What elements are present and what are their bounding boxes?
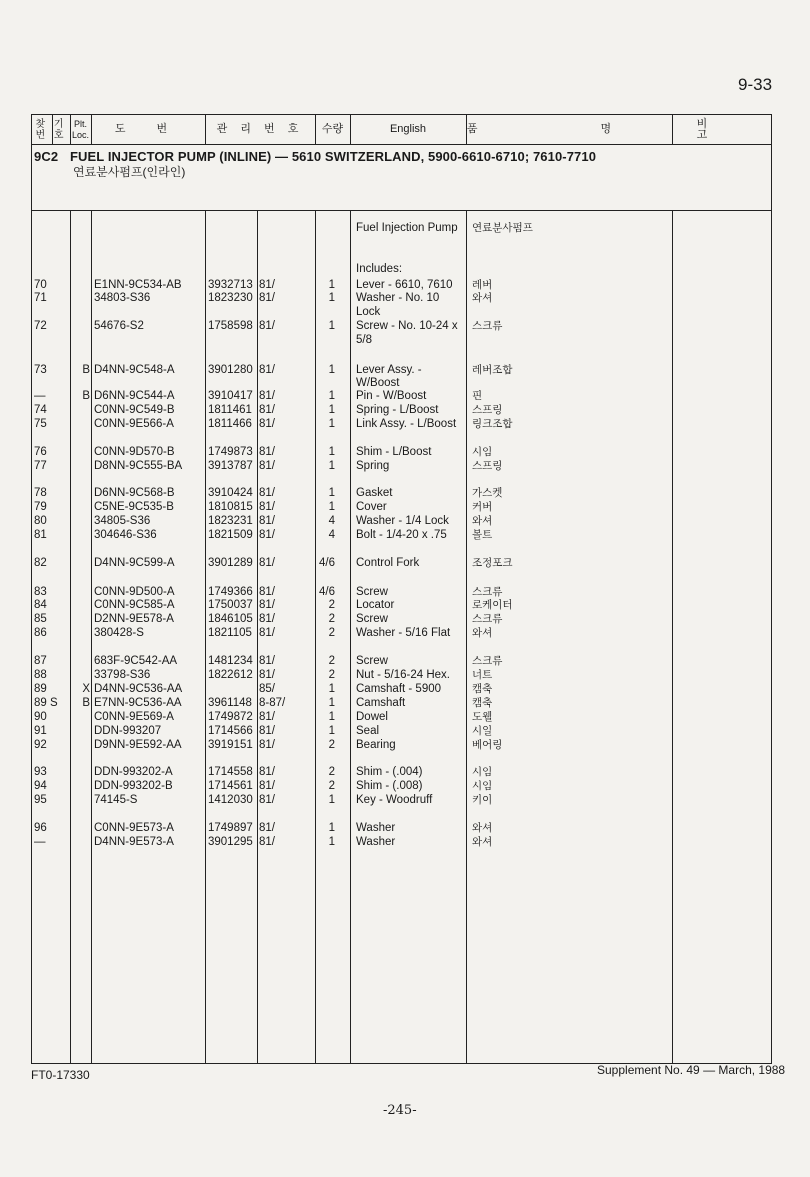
model-code: 81/ (259, 711, 275, 723)
part-number: 34805-S36 (94, 515, 151, 527)
model-code: 8-87/ (259, 697, 286, 709)
table-row (32, 655, 773, 669)
table-row (32, 697, 773, 711)
quantity: 1 (328, 364, 335, 376)
model-code: 81/ (259, 836, 275, 848)
quantity: 2 (328, 627, 335, 639)
quantity: 1 (328, 711, 335, 723)
part-number: DDN-993202-A (94, 766, 173, 778)
english-name: Control Fork (356, 557, 420, 569)
ref-number: 78 (34, 487, 47, 499)
english-name: Screw - No. 10-24 x (356, 320, 458, 332)
ref-number: 82 (34, 557, 47, 569)
management-number: 1714561 (208, 780, 253, 792)
table-row (32, 836, 773, 850)
header-divider (32, 144, 771, 145)
english-name: Screw (356, 613, 388, 625)
part-number: C5NE-9C535-B (94, 501, 174, 513)
part-number: E1NN-9C534-AB (94, 279, 182, 291)
ref-number: 84 (34, 599, 47, 611)
part-number: C0NN-9C549-B (94, 404, 175, 416)
management-number: 3910424 (208, 487, 253, 499)
quantity: 1 (328, 697, 335, 709)
table-row (32, 334, 773, 348)
model-code: 81/ (259, 669, 275, 681)
korean-name: 연료분사펌프 (472, 222, 533, 234)
table-row (32, 364, 773, 378)
model-code: 81/ (259, 599, 275, 611)
quantity: 2 (328, 599, 335, 611)
english-name: Key - Woodruff (356, 794, 433, 806)
ref-number: 72 (34, 320, 47, 332)
ref-number: 88 (34, 669, 47, 681)
korean-name: 너트 (472, 669, 493, 681)
quantity: 1 (328, 822, 335, 834)
korean-name: 스크류 (472, 586, 503, 598)
english-name: 5/8 (356, 334, 372, 346)
section-code: 9C2 (34, 149, 59, 164)
model-code: 81/ (259, 404, 275, 416)
model-code: 81/ (259, 460, 275, 472)
ref-number: — (34, 390, 46, 402)
ref-number: 77 (34, 460, 47, 472)
ref-number: 83 (34, 586, 47, 598)
footer-doc-code: FT0-17330 (31, 1068, 90, 1082)
table-row (32, 446, 773, 460)
plant-location: B (82, 390, 90, 402)
quantity: 1 (328, 794, 335, 806)
management-number: 1810815 (208, 501, 253, 513)
model-code: 81/ (259, 766, 275, 778)
quantity: 1 (328, 683, 335, 695)
section-title (34, 149, 596, 164)
ref-number: 70 (34, 279, 47, 291)
management-number: 1749873 (208, 446, 253, 458)
ref-number: 89 S (34, 697, 58, 709)
management-number: 1714558 (208, 766, 253, 778)
part-number: 74145-S (94, 794, 138, 806)
ref-number: 81 (34, 529, 47, 541)
management-number: 1821509 (208, 529, 253, 541)
korean-name: 스크류 (472, 320, 503, 332)
ref-number: 75 (34, 418, 47, 430)
table-row (32, 320, 773, 334)
english-name: Shim - L/Boost (356, 446, 432, 458)
part-number: C0NN-9E573-A (94, 822, 174, 834)
quantity: 1 (328, 279, 335, 291)
english-name: Camshaft (356, 697, 406, 709)
table-row (32, 515, 773, 529)
parts-table (31, 114, 772, 1064)
management-number: 1846105 (208, 613, 253, 625)
management-number: 3932713 (208, 279, 253, 291)
management-number: 1758598 (208, 320, 253, 332)
management-number: 1749872 (208, 711, 253, 723)
header-english: English (389, 123, 427, 135)
korean-name: 와셔 (472, 627, 493, 639)
quantity: 4 (328, 515, 335, 527)
model-code: 81/ (259, 529, 275, 541)
english-name: Gasket (356, 487, 393, 499)
table-row (32, 460, 773, 474)
quantity: 1 (328, 404, 335, 416)
ref-number: 92 (34, 739, 47, 751)
table-row (32, 780, 773, 794)
management-number: 1822612 (208, 669, 253, 681)
english-name: W/Boost (356, 377, 400, 389)
ref-number: 86 (34, 627, 47, 639)
table-row (32, 263, 773, 277)
part-number: E7NN-9C536-AA (94, 697, 182, 709)
korean-name: 시일 (472, 725, 493, 737)
korean-name: 핀 (472, 390, 483, 402)
quantity: 1 (328, 292, 335, 304)
header-remarks: 비 고 (696, 117, 748, 141)
english-name: Locator (356, 599, 395, 611)
korean-name: 키이 (472, 794, 493, 806)
ref-number: — (34, 836, 46, 848)
management-number: 3919151 (208, 739, 253, 751)
model-code: 81/ (259, 320, 275, 332)
ref-number: 87 (34, 655, 47, 667)
ref-number: 93 (34, 766, 47, 778)
korean-name: 링크조합 (472, 418, 513, 430)
header-ref: 찾 기 번 호 (35, 118, 67, 141)
quantity: 2 (328, 780, 335, 792)
part-number: C0NN-9C585-A (94, 599, 175, 611)
quantity: 1 (328, 725, 335, 737)
management-number: 1821105 (208, 627, 252, 639)
english-name: Spring - L/Boost (356, 404, 439, 416)
table-row (32, 377, 773, 391)
quantity: 4/6 (319, 557, 335, 569)
part-number: D9NN-9E592-AA (94, 739, 182, 751)
quantity: 1 (328, 320, 335, 332)
ref-number: 90 (34, 711, 47, 723)
korean-name: 캠축 (472, 683, 493, 695)
plant-location: X (82, 683, 90, 695)
table-row (32, 586, 773, 600)
model-code: 81/ (259, 418, 275, 430)
english-name: Washer - No. 10 (356, 292, 440, 304)
english-name: Shim - (.004) (356, 766, 423, 778)
english-name: Spring (356, 460, 390, 472)
header-mgmt: 관 리 번 호 (216, 123, 304, 135)
quantity: 1 (328, 836, 335, 848)
page-number: 9-33 (738, 75, 773, 94)
english-name: Camshaft - 5900 (356, 683, 442, 695)
quantity: 2 (328, 739, 335, 751)
model-code: 81/ (259, 794, 275, 806)
ref-number: 71 (34, 292, 47, 304)
english-name: Washer (356, 836, 396, 848)
table-row (32, 613, 773, 627)
ref-number: 91 (34, 725, 47, 737)
english-name: Washer (356, 822, 396, 834)
korean-name: 조정포크 (472, 557, 513, 569)
table-row (32, 292, 773, 306)
ref-number: 95 (34, 794, 47, 806)
table-row (32, 794, 773, 808)
model-code: 81/ (259, 725, 275, 737)
model-code: 81/ (259, 292, 275, 304)
management-number: 1749366 (208, 586, 253, 598)
english-name: Dowel (356, 711, 388, 723)
plant-location: B (82, 697, 90, 709)
quantity: 2 (328, 766, 335, 778)
korean-name: 레버 (472, 279, 493, 291)
table-row (32, 501, 773, 515)
management-number: 3901295 (208, 836, 253, 848)
ref-number: 94 (34, 780, 47, 792)
quantity: 2 (328, 669, 335, 681)
model-code: 81/ (259, 515, 275, 527)
model-code: 81/ (259, 364, 275, 376)
korean-name: 캠축 (472, 697, 493, 709)
quantity: 1 (328, 460, 335, 472)
management-number: 1823230 (208, 292, 253, 304)
quantity: 1 (328, 418, 335, 430)
table-row (32, 599, 773, 613)
management-number: 3961148 (208, 697, 252, 709)
table-row (32, 725, 773, 739)
model-code: 85/ (259, 683, 275, 695)
english-name: Link Assy. - L/Boost (356, 418, 457, 430)
english-name: Pin - W/Boost (356, 390, 427, 402)
model-code: 81/ (259, 655, 275, 667)
section-divider (32, 210, 771, 211)
korean-name: 시임 (472, 780, 493, 792)
header-drawing: 도 번 (114, 123, 182, 135)
part-number: D4NN-9C548-A (94, 364, 175, 376)
management-number: 1750037 (208, 599, 253, 611)
model-code: 81/ (259, 627, 275, 639)
table-row (32, 390, 773, 404)
korean-name: 베어링 (472, 739, 503, 751)
part-number: D4NN-9E573-A (94, 836, 174, 848)
part-number: C0NN-9D570-B (94, 446, 175, 458)
english-name: Includes: (356, 263, 403, 275)
korean-name: 스크류 (472, 613, 503, 625)
management-number: 1823231 (208, 515, 253, 527)
management-number: 1714566 (208, 725, 253, 737)
ref-number: 74 (34, 404, 47, 416)
korean-name: 와셔 (472, 515, 493, 527)
english-name: Lever Assy. - (356, 364, 422, 376)
table-row (32, 418, 773, 432)
part-number: 54676-S2 (94, 320, 144, 332)
table-row (32, 683, 773, 697)
korean-name: 레버조합 (472, 364, 513, 376)
korean-name: 와셔 (472, 836, 493, 848)
ref-number: 73 (34, 364, 47, 376)
korean-name: 와셔 (472, 822, 493, 834)
model-code: 81/ (259, 822, 275, 834)
model-code: 81/ (259, 780, 275, 792)
model-code: 81/ (259, 390, 275, 402)
quantity: 4/6 (319, 586, 335, 598)
english-name: Washer - 1/4 Lock (356, 515, 449, 527)
model-code: 81/ (259, 739, 275, 751)
quantity: 1 (328, 446, 335, 458)
part-number: C0NN-9E569-A (94, 711, 174, 723)
english-name: Lever - 6610, 7610 (356, 279, 453, 291)
part-number: D4NN-9C536-AA (94, 683, 183, 695)
ref-number: 80 (34, 515, 47, 527)
management-number: 3901280 (208, 364, 253, 376)
korean-name: 볼트 (472, 529, 493, 541)
part-number: 380428-S (94, 627, 144, 639)
english-name: Fuel Injection Pump (356, 222, 458, 234)
korean-name: 도웰 (472, 711, 493, 723)
table-row (32, 557, 773, 571)
quantity: 2 (328, 613, 335, 625)
table-row (32, 627, 773, 641)
table-row (32, 306, 773, 320)
table-row (32, 822, 773, 836)
table-row (32, 487, 773, 501)
plant-location: B (82, 364, 90, 376)
english-name: Bearing (356, 739, 396, 751)
table-row (32, 766, 773, 780)
korean-name: 커버 (472, 501, 493, 513)
korean-name: 스크류 (472, 655, 503, 667)
footer-supplement: Supplement No. 49 — March, 1988 (597, 1063, 786, 1077)
quantity: 1 (328, 390, 335, 402)
ref-number: 79 (34, 501, 47, 513)
part-number: 33798-S36 (94, 669, 151, 681)
table-row (32, 669, 773, 683)
part-number: C0NN-9D500-A (94, 586, 175, 598)
part-number: C0NN-9E566-A (94, 418, 174, 430)
part-number: D2NN-9E578-A (94, 613, 174, 625)
management-number: 1749897 (208, 822, 253, 834)
english-name: Cover (356, 501, 387, 513)
model-code: 81/ (259, 487, 275, 499)
management-number: 1811461 (208, 404, 252, 416)
model-code: 81/ (259, 557, 275, 569)
table-row (32, 404, 773, 418)
part-number: D6NN-9C544-A (94, 390, 175, 402)
quantity: 1 (328, 487, 335, 499)
english-name: Nut - 5/16-24 Hex. (356, 669, 450, 681)
table-row (32, 711, 773, 725)
quantity: 4 (328, 529, 335, 541)
section-title-text: FUEL INJECTOR PUMP (INLINE) — 5610 SWITZERLAND, 5900-6610-6710; 7610-7710 (70, 149, 597, 164)
part-number: D4NN-9C599-A (94, 557, 175, 569)
header-qty: 수량 (321, 123, 344, 135)
management-number: 1412030 (208, 794, 253, 806)
table-row (32, 739, 773, 753)
english-name: Washer - 5/16 Flat (356, 627, 451, 639)
management-number: 1811466 (208, 418, 252, 430)
english-name: Seal (356, 725, 380, 737)
part-number: D8NN-9C555-BA (94, 460, 183, 472)
part-number: 304646-S36 (94, 529, 157, 541)
management-number: 3901289 (208, 557, 253, 569)
part-number: DDN-993202-B (94, 780, 173, 792)
model-code: 81/ (259, 613, 275, 625)
korean-name: 로케이터 (472, 599, 513, 611)
management-number: 3910417 (208, 390, 253, 402)
ref-number: 96 (34, 822, 47, 834)
model-code: 81/ (259, 501, 275, 513)
ref-number: 89 (34, 683, 47, 695)
model-code: 81/ (259, 446, 275, 458)
ref-number: 76 (34, 446, 47, 458)
section-subtitle: 연료분사펌프(인라인) (73, 165, 186, 179)
korean-name: 스프링 (472, 404, 503, 416)
english-name: Screw (356, 586, 388, 598)
english-name: Shim - (.008) (356, 780, 423, 792)
korean-name: 와셔 (472, 292, 493, 304)
table-row (32, 279, 773, 293)
ref-number: 85 (34, 613, 47, 625)
english-name: Bolt - 1/4-20 x .75 (356, 529, 447, 541)
model-code: 81/ (259, 586, 275, 598)
english-name: Screw (356, 655, 388, 667)
header-loc: Plt. Loc. (71, 118, 89, 140)
korean-name: 시임 (472, 446, 493, 458)
footer-page-number: -245- (383, 1103, 417, 1118)
part-number: 683F-9C542-AA (94, 655, 178, 667)
table-row (32, 529, 773, 543)
management-number: 3913787 (208, 460, 253, 472)
korean-name: 스프링 (472, 460, 503, 472)
table-row (32, 222, 773, 236)
korean-name: 가스켓 (472, 487, 503, 499)
part-number: DDN-993207 (94, 725, 162, 737)
quantity: 1 (328, 501, 335, 513)
korean-name: 시임 (472, 766, 493, 778)
quantity: 2 (328, 655, 335, 667)
model-code: 81/ (259, 279, 275, 291)
part-number: D6NN-9C568-B (94, 487, 175, 499)
english-name: Lock (356, 306, 381, 318)
management-number: 1481234 (208, 655, 253, 667)
header-korean: 품 명 (466, 123, 672, 135)
part-number: 34803-S36 (94, 292, 151, 304)
